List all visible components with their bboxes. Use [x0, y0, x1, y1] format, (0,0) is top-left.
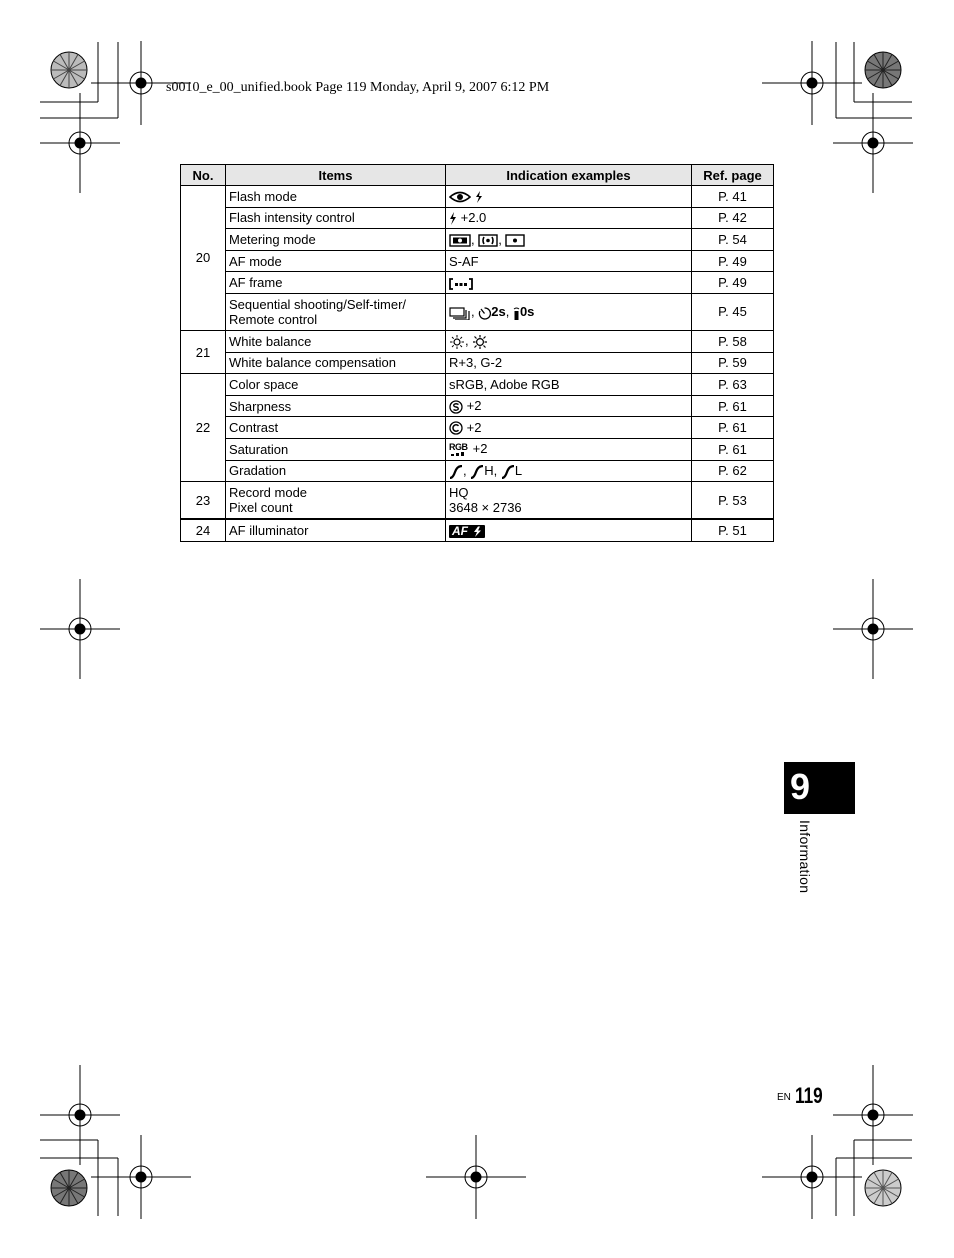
item-line: Pixel count: [229, 500, 293, 516]
indication-cell: [446, 519, 692, 541]
table-row: [181, 272, 774, 294]
item-cell: White balance compensation: [226, 352, 446, 374]
item-cell: AF frame: [226, 272, 446, 294]
table-row: [181, 519, 774, 541]
print-header: s0010_e_00_unified.book Page 119 Monday, April 9, 2007 6:12 PM: [166, 80, 550, 95]
chapter-number: 9: [790, 766, 811, 807]
indication-cell: [446, 417, 692, 439]
table-row: [181, 207, 774, 229]
center-weighted-metering-icon: [478, 234, 498, 247]
sequential-shooting-icon: [449, 307, 471, 320]
indication-cell: ,: [446, 330, 692, 352]
item-cell: [226, 482, 446, 520]
item-cell: Metering mode: [226, 229, 446, 251]
auto-white-balance-icon: [449, 335, 465, 349]
table-header-row: [181, 165, 774, 186]
gradation-low-icon: [501, 465, 515, 479]
ref-page-cell: P. 61: [692, 395, 774, 417]
ref-page-cell: P. 62: [692, 460, 774, 482]
column-header-no: No.: [181, 165, 226, 186]
item-cell: Flash intensity control: [226, 207, 446, 229]
language-code: EN: [777, 1092, 791, 1103]
record-mode-value: HQ: [449, 485, 469, 501]
ref-page-cell: P. 58: [692, 330, 774, 352]
table-row: [181, 229, 774, 251]
flash-icon: [475, 191, 483, 203]
indication-cell: , ,: [446, 229, 692, 251]
ref-page-cell: P. 54: [692, 229, 774, 251]
row-number: 24: [181, 519, 226, 541]
table-row: [181, 374, 774, 396]
contrast-value: +2: [466, 419, 482, 435]
ref-page-cell: P. 59: [692, 352, 774, 374]
gradation-high-value: H: [484, 463, 494, 479]
row-number: 22: [181, 374, 226, 482]
row-number: 21: [181, 330, 226, 373]
ref-page-cell: P. 45: [692, 293, 774, 330]
column-header-ref-page: Ref. page: [692, 165, 774, 186]
indication-cell: , H, L: [446, 460, 692, 482]
indication-cell: S-AF: [446, 250, 692, 272]
indication-cell: , 2s, 0s: [446, 293, 692, 330]
indication-cell: sRGB, Adobe RGB: [446, 374, 692, 396]
indication-cell: R+3, G-2: [446, 352, 692, 374]
indication-cell: [446, 395, 692, 417]
sharpness-icon: [449, 400, 463, 414]
sunny-white-balance-icon: [472, 335, 488, 349]
item-line: Record mode: [229, 485, 308, 501]
item-cell: AF illuminator: [226, 519, 446, 541]
ref-page-cell: P. 49: [692, 272, 774, 294]
table-row: [181, 482, 774, 520]
remote-control-value: 0s: [519, 304, 535, 320]
flash-icon: [449, 212, 457, 225]
table-row: [181, 293, 774, 330]
table-row: [181, 186, 774, 208]
af-illuminator-icon: [449, 525, 485, 538]
flash-intensity-value: +2.0: [460, 210, 487, 226]
indication-table: [180, 164, 774, 542]
item-cell: Flash mode: [226, 186, 446, 208]
table-row: [181, 417, 774, 439]
item-cell: Contrast: [226, 417, 446, 439]
red-eye-reduction-icon: [449, 191, 471, 203]
spot-metering-icon: [505, 234, 525, 247]
contrast-icon: [449, 421, 463, 435]
chapter-tab: [784, 762, 855, 814]
self-timer-icon: [478, 307, 491, 320]
ref-page-cell: P. 42: [692, 207, 774, 229]
indication-cell: [446, 186, 692, 208]
gradation-high-icon: [470, 465, 484, 479]
table-row: [181, 460, 774, 482]
pixel-count-value: 3648 × 2736: [449, 500, 522, 516]
indication-cell: [446, 438, 692, 460]
indication-cell: [446, 482, 692, 520]
ref-page-cell: P. 61: [692, 438, 774, 460]
item-cell: Gradation: [226, 460, 446, 482]
af-frame-icon: [449, 278, 473, 290]
ref-page-cell: P. 49: [692, 250, 774, 272]
item-cell: White balance: [226, 330, 446, 352]
table-row: [181, 352, 774, 374]
ref-page-cell: P. 51: [692, 519, 774, 541]
row-number: 20: [181, 186, 226, 331]
page-number: 119: [795, 1083, 823, 1108]
af-illuminator-label: AF: [452, 523, 468, 538]
indication-cell: [446, 207, 692, 229]
column-header-indication: Indication examples: [446, 165, 692, 186]
ref-page-cell: P. 53: [692, 482, 774, 520]
item-cell: Saturation: [226, 438, 446, 460]
column-header-items: Items: [226, 165, 446, 186]
saturation-value: +2: [472, 441, 488, 457]
item-line: Remote control: [229, 311, 318, 327]
table-row: [181, 395, 774, 417]
remote-control-icon: [513, 307, 520, 320]
table-row: [181, 250, 774, 272]
item-line: Sequential shooting/Self-timer/: [229, 296, 407, 312]
ref-page-cell: P. 61: [692, 417, 774, 439]
gradation-icon: [449, 465, 463, 479]
gradation-low-value: L: [514, 463, 523, 479]
ref-page-cell: P. 41: [692, 186, 774, 208]
ref-page-cell: P. 63: [692, 374, 774, 396]
item-cell: Color space: [226, 374, 446, 396]
indication-cell: [446, 272, 692, 294]
esp-metering-icon: [449, 234, 471, 247]
row-number: 23: [181, 482, 226, 520]
item-cell: Sharpness: [226, 395, 446, 417]
table-row: [181, 330, 774, 352]
item-cell: [226, 293, 446, 330]
item-cell: AF mode: [226, 250, 446, 272]
saturation-icon-label: RGB: [449, 442, 468, 453]
self-timer-value: 2s: [491, 304, 506, 320]
chapter-label: Information: [797, 820, 813, 894]
sharpness-value: +2: [466, 398, 482, 414]
saturation-icon: [449, 442, 469, 457]
table-row: [181, 438, 774, 460]
